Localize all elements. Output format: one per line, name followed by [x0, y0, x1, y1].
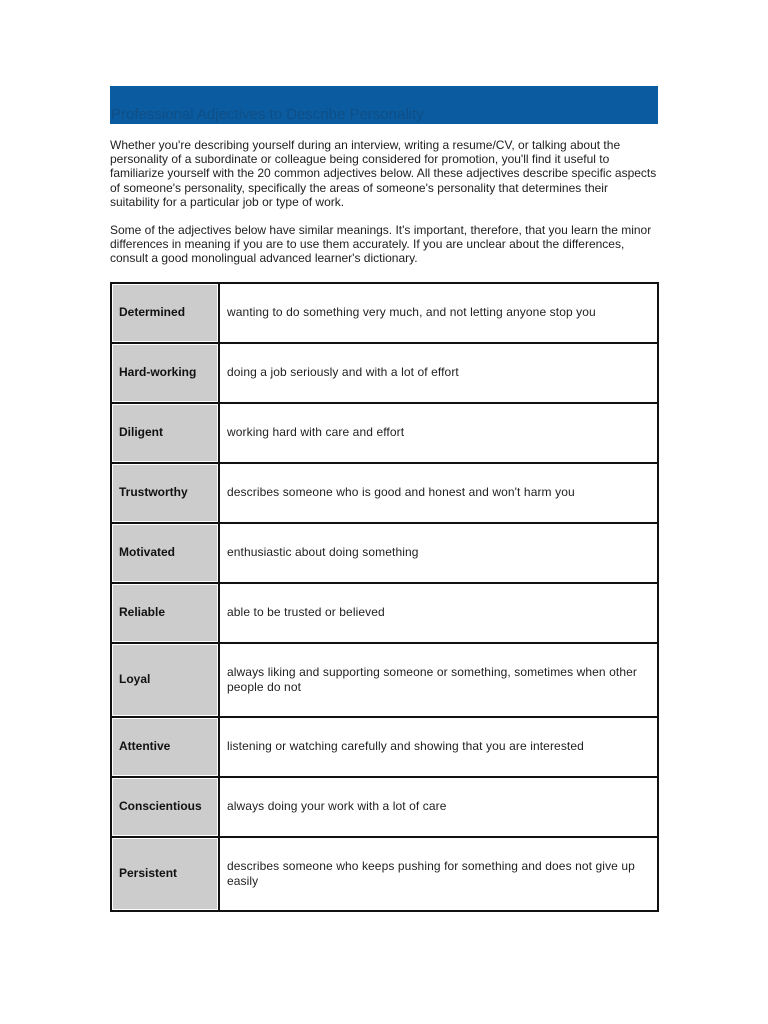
adjective-definition: enthusiastic about doing something [219, 523, 658, 583]
adjective-term: Loyal [111, 643, 219, 717]
adjective-definition: working hard with care and effort [219, 403, 658, 463]
table-row [111, 583, 658, 643]
table-row [111, 343, 658, 403]
intro-paragraph: Some of the adjectives below have similar meanings. It's important, therefore, that you learn the minor differences in meaning if you are to use them accurately. If you are unclear about the differences, consult a good monolingual advanced learner's dictionary. [110, 223, 652, 266]
adjective-term: Reliable [111, 583, 219, 643]
intro-paragraph: Whether you're describing yourself during an interview, writing a resume/CV, or talking about the personality of a subordinate or colleague being considered for promotion, you'll find it useful to familiarize yourself with the 20 common adjectives below. All these adjectives describe specific aspects of someone's personality, specifically the areas of someone's personality that determines their suitability for a particular job or type of work. [110, 138, 657, 209]
adjective-definition: wanting to do something very much, and not letting anyone stop you [219, 283, 658, 343]
adjective-definition: always doing your work with a lot of care [219, 777, 658, 837]
table-row [111, 523, 658, 583]
table-row [111, 837, 658, 911]
adjective-term: Diligent [111, 403, 219, 463]
table-row [111, 403, 658, 463]
adjective-term: Motivated [111, 523, 219, 583]
adjective-term: Trustworthy [111, 463, 219, 523]
page-title: Professional Adjectives to Describe Personality [111, 106, 424, 123]
document-page [110, 86, 658, 912]
adjective-definition: describes someone who keeps pushing for something and does not give up easily [219, 837, 658, 911]
adjective-term: Attentive [111, 717, 219, 777]
adjective-definition: listening or watching carefully and showing that you are interested [219, 717, 658, 777]
table-row [111, 777, 658, 837]
intro-text [110, 138, 658, 266]
adjectives-table [110, 282, 659, 912]
title-bar [110, 86, 658, 124]
table-row [111, 283, 658, 343]
adjective-term: Conscientious [111, 777, 219, 837]
adjective-term: Persistent [111, 837, 219, 911]
adjective-definition: always liking and supporting someone or something, sometimes when other people do not [219, 643, 658, 717]
adjective-definition: doing a job seriously and with a lot of effort [219, 343, 658, 403]
adjective-term: Hard-working [111, 343, 219, 403]
adjective-term: Determined [111, 283, 219, 343]
adjective-definition: able to be trusted or believed [219, 583, 658, 643]
table-row [111, 463, 658, 523]
adjective-definition: describes someone who is good and honest and won't harm you [219, 463, 658, 523]
table-row [111, 643, 658, 717]
table-row [111, 717, 658, 777]
